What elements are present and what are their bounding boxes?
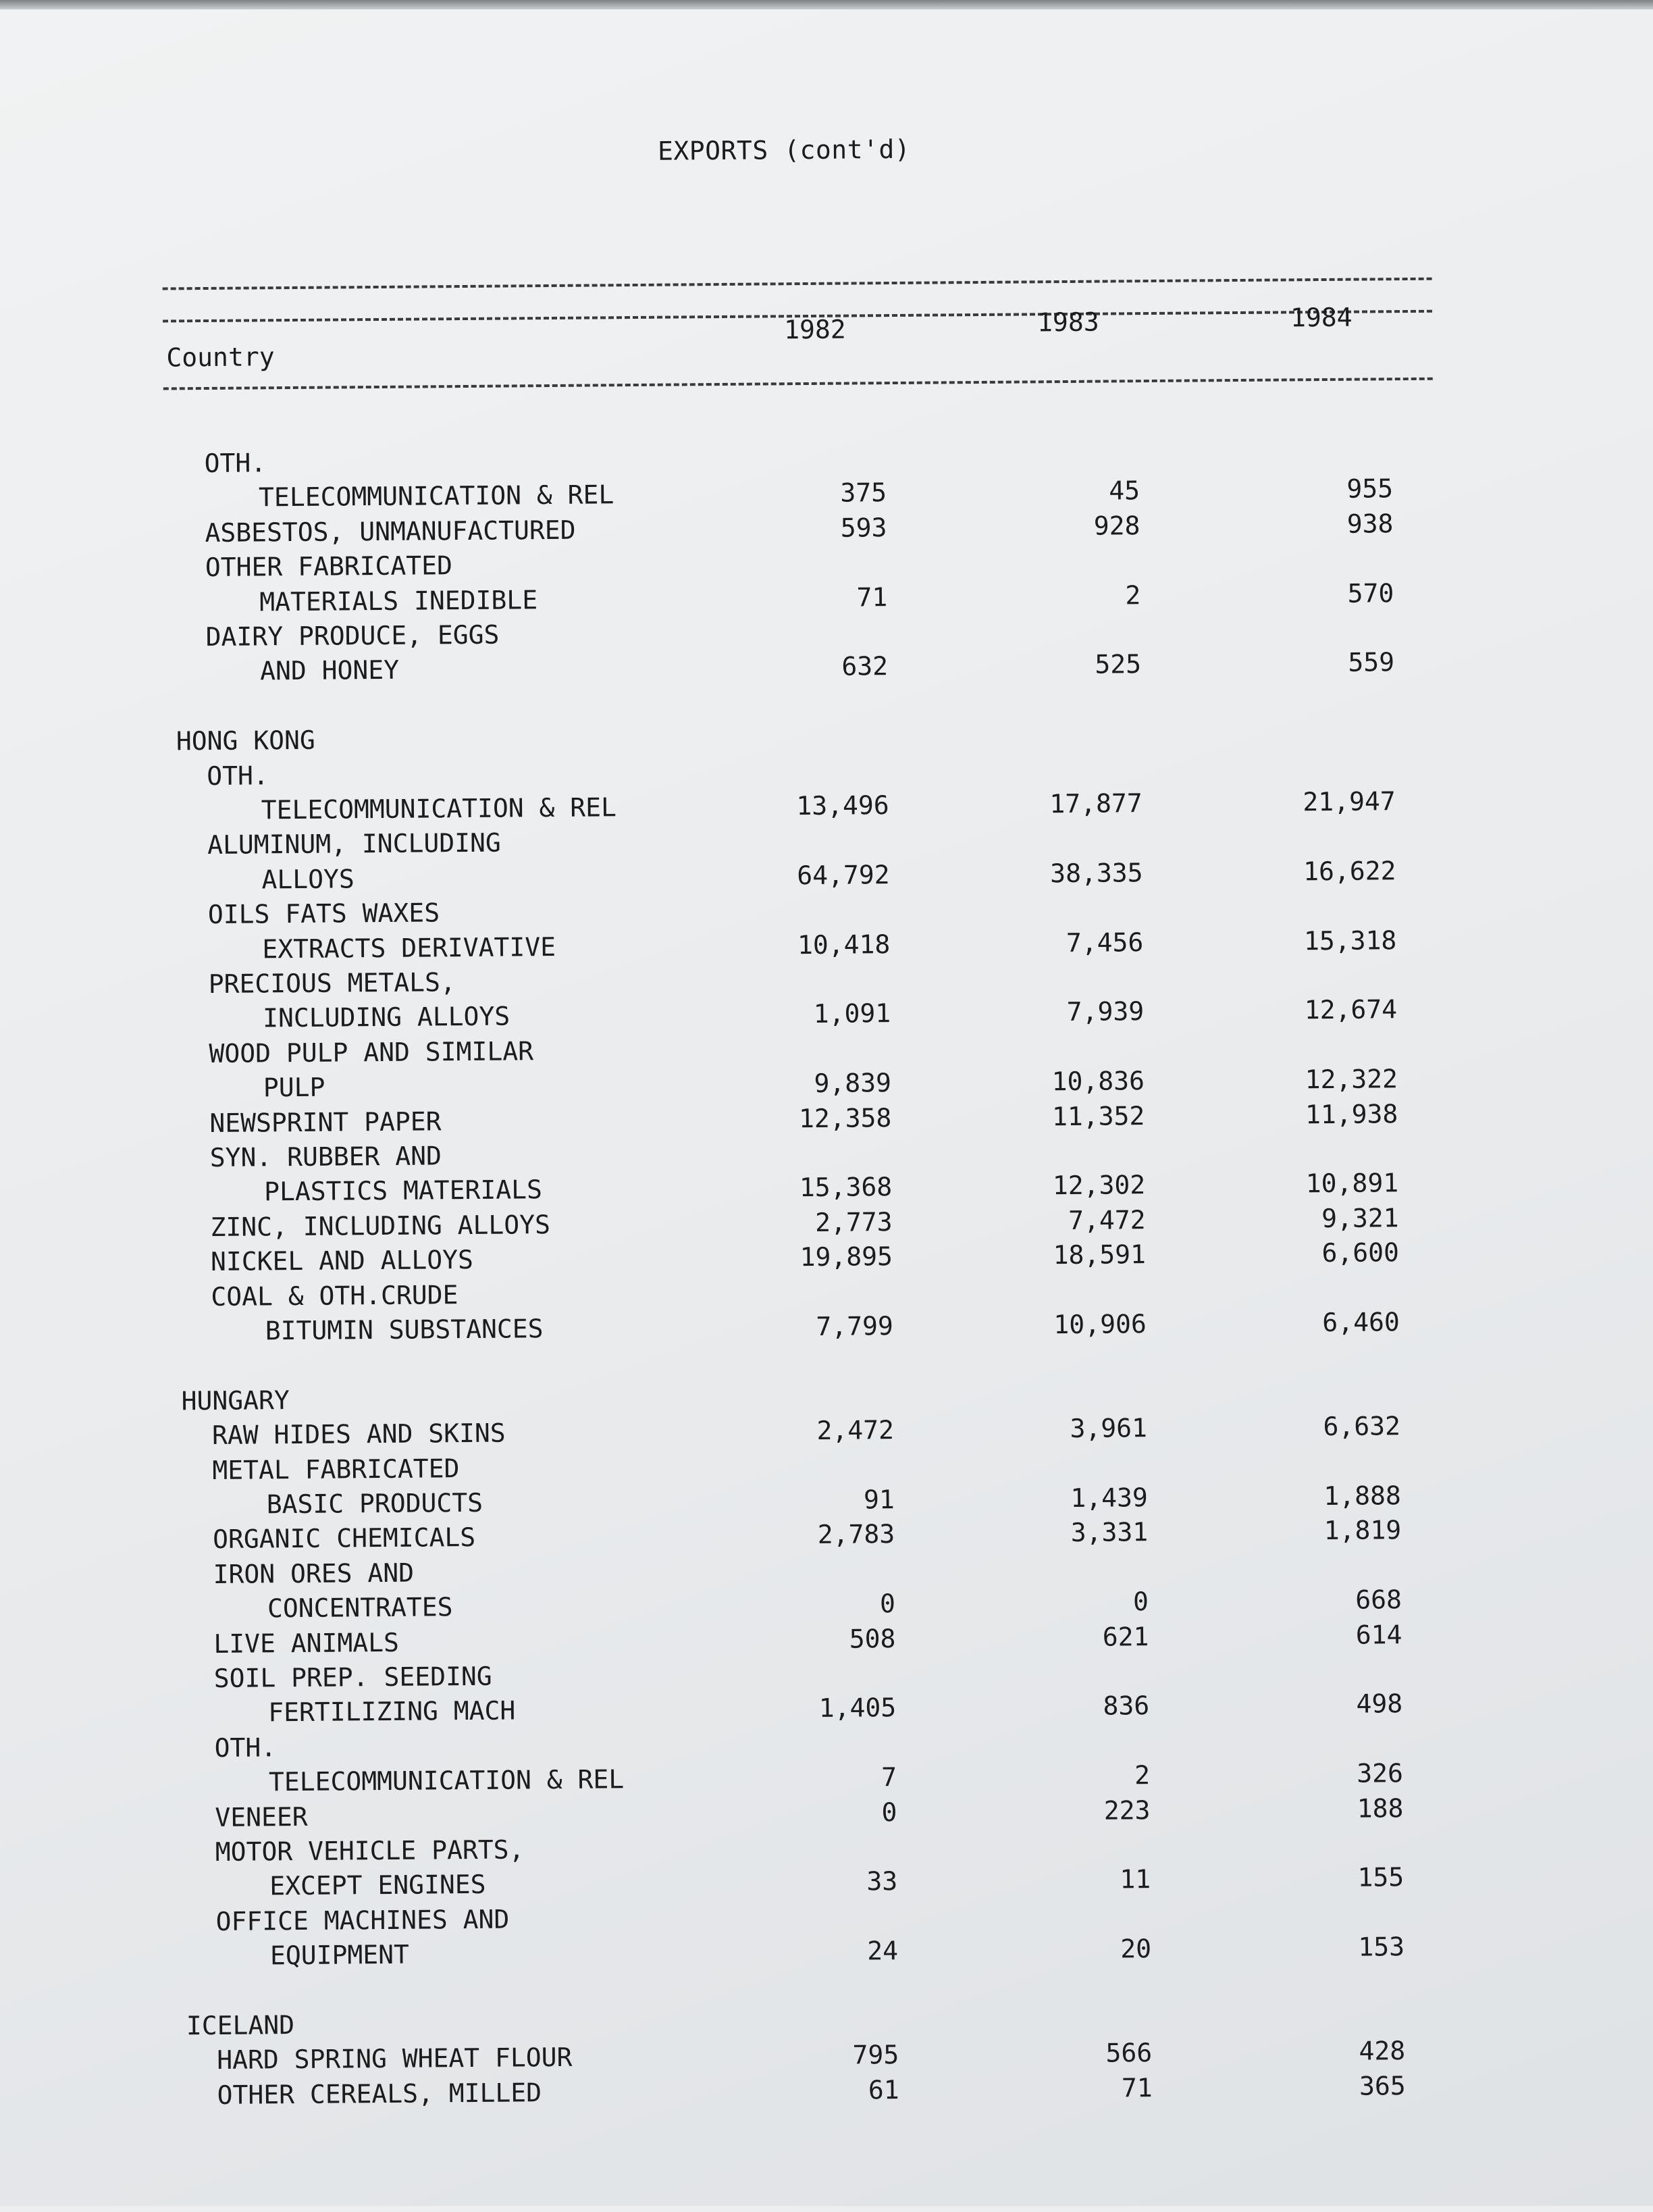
value-1983: 3,331 <box>1070 1517 1149 1548</box>
value-1984: 11,938 <box>1305 1098 1398 1129</box>
value-1982: 91 <box>863 1485 895 1515</box>
value-1984: 6,600 <box>1321 1237 1400 1268</box>
value-1984: 153 <box>1358 1932 1405 1962</box>
commodity-label: IRON ORES AND <box>213 1558 415 1589</box>
column-header-1984: 1984 <box>1290 302 1353 333</box>
value-1983: 7,456 <box>1066 927 1144 958</box>
commodity-label: ORGANIC CHEMICALS <box>213 1522 476 1555</box>
value-1984: 1,819 <box>1323 1515 1402 1546</box>
value-1984: 155 <box>1357 1862 1405 1893</box>
value-1984: 188 <box>1357 1793 1404 1824</box>
commodity-label: OTHER FABRICATED <box>205 550 453 583</box>
commodity-label: OTHER CEREALS, MILLED <box>217 2077 542 2110</box>
commodity-label: MATERIALS INEDIBLE <box>259 584 538 617</box>
value-1982: 7 <box>881 1762 897 1793</box>
country-heading: HUNGARY <box>181 1385 290 1416</box>
value-1984: 570 <box>1347 577 1394 609</box>
commodity-label: ASBESTOS, UNMANUFACTURED <box>205 515 576 548</box>
value-1982: 15,368 <box>799 1172 893 1203</box>
commodity-label: OTH. <box>204 448 267 479</box>
value-1984: 428 <box>1359 2036 1406 2067</box>
commodity-label: EXTRACTS DERIVATIVE <box>262 931 556 964</box>
value-1982: 375 <box>840 478 887 509</box>
value-1982: 1,405 <box>818 1693 897 1724</box>
value-1983: 10,836 <box>1051 1066 1145 1097</box>
commodity-label: ALLOYS <box>261 864 355 895</box>
value-1982: 12,358 <box>798 1102 892 1133</box>
value-1984: 15,318 <box>1303 925 1397 956</box>
value-1983: 3,961 <box>1070 1413 1148 1444</box>
value-1982: 61 <box>868 2074 899 2105</box>
value-1982: 0 <box>881 1797 897 1827</box>
value-1983: 2 <box>1134 1760 1151 1791</box>
commodity-label: COAL & OTH.CRUDE <box>211 1279 458 1312</box>
commodity-label: OILS FATS WAXES <box>207 898 440 930</box>
value-1983: 10,906 <box>1053 1309 1147 1340</box>
value-1984: 955 <box>1346 473 1394 505</box>
value-1982: 64,792 <box>797 859 890 890</box>
value-1982: 24 <box>867 1936 899 1966</box>
page-title: EXPORTS (cont'd) <box>657 134 911 166</box>
value-1983: 17,877 <box>1049 788 1143 819</box>
commodity-label: TELECOMMUNICATION & REL <box>261 792 617 825</box>
value-1984: 9,321 <box>1321 1202 1399 1233</box>
value-1983: 223 <box>1103 1795 1151 1826</box>
commodity-label: BASIC PRODUCTS <box>266 1487 483 1520</box>
value-1983: 928 <box>1093 510 1140 541</box>
column-header-country: Country <box>166 342 275 373</box>
value-1984: 668 <box>1355 1585 1402 1615</box>
value-1983: 2 <box>1125 580 1141 610</box>
value-1982: 19,895 <box>799 1241 893 1272</box>
value-1982: 0 <box>879 1589 896 1619</box>
value-1982: 2,773 <box>814 1206 893 1237</box>
value-1984: 614 <box>1355 1619 1402 1650</box>
value-1982: 2,783 <box>817 1519 895 1550</box>
value-1982: 71 <box>856 582 888 613</box>
printed-sheet <box>0 3 1653 2212</box>
value-1982: 632 <box>841 651 889 682</box>
commodity-label: OTH. <box>214 1732 277 1763</box>
value-1982: 795 <box>852 2040 899 2070</box>
value-1983: 20 <box>1120 1934 1152 1964</box>
value-1982: 508 <box>849 1623 896 1654</box>
commodity-label: NICKEL AND ALLOYS <box>210 1245 474 1277</box>
table-header-rule <box>163 378 1433 390</box>
value-1983: 525 <box>1095 649 1142 680</box>
commodity-label: TELECOMMUNICATION & REL <box>258 480 614 513</box>
value-1983: 7,472 <box>1068 1204 1146 1235</box>
value-1982: 9,839 <box>814 1068 892 1099</box>
commodity-label: WOOD PULP AND SIMILAR <box>209 1036 534 1069</box>
commodity-label: AND HONEY <box>259 655 400 686</box>
commodity-label: NEWSPRINT PAPER <box>209 1106 442 1138</box>
value-1984: 21,947 <box>1303 786 1396 817</box>
commodity-label: ALUMINUM, INCLUDING <box>207 827 501 860</box>
value-1983: 71 <box>1121 2072 1153 2103</box>
commodity-label: HARD SPRING WHEAT FLOUR <box>217 2042 573 2076</box>
commodity-label: SOIL PREP. SEEDING <box>213 1661 492 1693</box>
value-1983: 836 <box>1103 1691 1150 1722</box>
commodity-label: METAL FABRICATED <box>212 1453 460 1485</box>
value-1984: 498 <box>1356 1689 1403 1720</box>
commodity-label: RAW HIDES AND SKINS <box>211 1418 506 1451</box>
value-1983: 18,591 <box>1053 1239 1147 1270</box>
value-1984: 1,888 <box>1323 1481 1401 1512</box>
value-1983: 7,939 <box>1066 996 1145 1027</box>
value-1982: 593 <box>840 512 887 543</box>
value-1982: 1,091 <box>813 998 891 1029</box>
value-1984: 12,322 <box>1305 1064 1398 1095</box>
commodity-label: BITUMIN SUBSTANCES <box>265 1314 544 1346</box>
commodity-label: TELECOMMUNICATION & REL <box>268 1764 625 1797</box>
commodity-label: INCLUDING ALLOYS <box>262 1001 510 1033</box>
value-1983: 621 <box>1102 1621 1149 1652</box>
column-header-1982: 1982 <box>783 314 846 345</box>
commodity-label: DAIRY PRODUCE, EGGS <box>205 619 500 652</box>
value-1982: 13,496 <box>796 790 889 821</box>
value-1983: 45 <box>1109 475 1140 506</box>
country-heading: HONG KONG <box>176 725 315 756</box>
value-1984: 12,674 <box>1304 994 1398 1025</box>
value-1983: 566 <box>1105 2038 1153 2068</box>
value-1983: 12,302 <box>1052 1170 1146 1201</box>
value-1983 <box>964 439 1139 440</box>
commodity-label: ZINC, INCLUDING ALLOYS <box>210 1209 551 1242</box>
value-1982: 33 <box>866 1866 898 1897</box>
table-top-rule <box>163 278 1432 290</box>
value-1984: 10,891 <box>1305 1168 1399 1199</box>
commodity-label: PRECIOUS METALS, <box>208 967 456 999</box>
value-1983: 11 <box>1120 1864 1151 1895</box>
value-1982: 10,418 <box>797 929 891 960</box>
value-1982: 2,472 <box>816 1415 895 1446</box>
commodity-label: FERTILIZING MACH <box>268 1695 516 1728</box>
commodity-label: MOTOR VEHICLE PARTS, <box>215 1834 525 1867</box>
commodity-label: EXCEPT ENGINES <box>269 1870 486 1901</box>
document-page <box>0 9 1653 2206</box>
value-1984: 6,460 <box>1322 1307 1400 1338</box>
commodity-label: VENEER <box>215 1801 308 1832</box>
commodity-label: SYN. RUBBER AND <box>209 1141 442 1173</box>
commodity-label: OTH. <box>207 760 269 791</box>
value-1983: 11,352 <box>1051 1100 1145 1131</box>
value-1983: 38,335 <box>1050 857 1143 888</box>
value-1983: 1,439 <box>1070 1483 1148 1513</box>
value-1982: 7,799 <box>816 1311 893 1341</box>
column-header-1983: 1983 <box>1037 307 1099 338</box>
commodity-label: CONCENTRATES <box>267 1592 453 1624</box>
value-1982 <box>710 441 886 442</box>
value-1984: 326 <box>1357 1758 1404 1789</box>
commodity-label: OFFICE MACHINES AND <box>215 1904 510 1936</box>
country-heading: ICELAND <box>186 2010 295 2041</box>
value-1984: 938 <box>1346 508 1394 539</box>
commodity-label: EQUIPMENT <box>269 1939 410 1971</box>
commodity-label: PLASTICS MATERIALS <box>263 1175 543 1207</box>
value-1984: 16,622 <box>1303 855 1396 887</box>
commodity-label: LIVE ANIMALS <box>213 1627 400 1659</box>
value-1983: 0 <box>1132 1587 1149 1617</box>
value-1984: 559 <box>1348 647 1395 678</box>
value-1984 <box>1217 437 1392 438</box>
commodity-label: PULP <box>263 1072 325 1103</box>
value-1984: 6,632 <box>1323 1411 1401 1442</box>
value-1984: 365 <box>1359 2070 1406 2101</box>
